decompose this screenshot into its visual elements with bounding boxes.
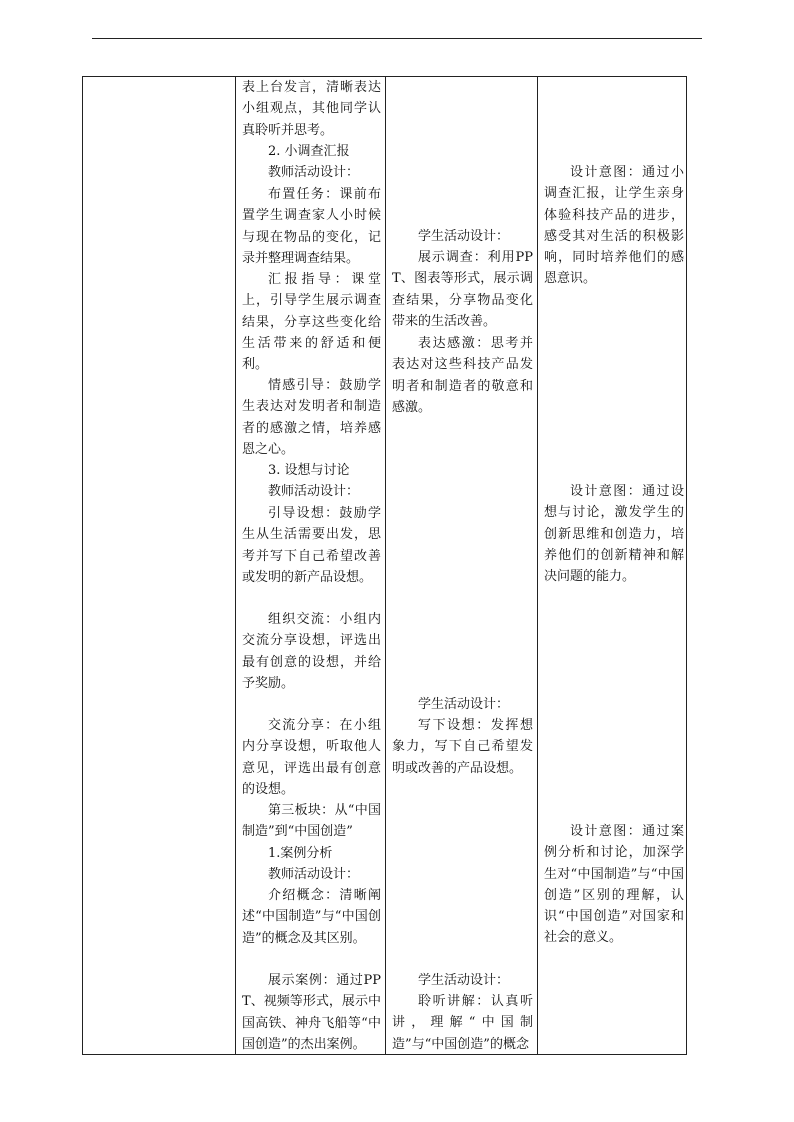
student-paragraph: 聆听讲解：认真听讲，理解“中国制造”与“中国创造”的概念 — [392, 994, 533, 1052]
section-heading: 3. 设想与讨论 — [268, 463, 350, 478]
column-design-intent — [537, 77, 688, 1054]
teacher-paragraph: 汇报指导：课堂上，引导学生展示调查结果，分享这些变化给生活带来的舒适和便利。 — [242, 272, 381, 373]
teacher-activity-label: 教师活动设计： — [268, 867, 360, 882]
design-intent-paragraph: 设计意图：通过设想与讨论，激发学生的创新思维和创造力，培养他们的创新精神和解决问题的能力。 — [544, 484, 684, 585]
teacher-paragraph: 引导设想：鼓励学生从生活需要出发，思考并写下自己希望改善或发明的新产品设想。 — [242, 506, 381, 585]
teacher-paragraph: 表上台发言，清晰表达小组观点，其他同学认真聆听并思考。 — [242, 80, 381, 138]
student-activity-label: 学生活动设计： — [418, 697, 510, 712]
teacher-paragraph: 展示案例：通过PPT、视频等形式，展示中国高铁、神舟飞船等“中国创造”的杰出案例。 — [242, 973, 381, 1052]
teacher-paragraph: 组织交流：小组内交流分享设想，评选出最有创意的设想，并给予奖励。 — [242, 612, 381, 691]
teacher-paragraph: 布置任务：课前布置学生调查家人小时候与现在物品的变化，记录并整理调查结果。 — [242, 187, 381, 266]
section-heading: 1.案例分析 — [268, 846, 333, 861]
column-student-activity — [385, 77, 537, 1054]
design-intent-paragraph: 设计意图：通过案例分析和讨论，加深学生对“中国制造”与“中国创造”区别的理解，认识“中国创造”对国家和社会的意义。 — [544, 824, 684, 946]
teacher-paragraph: 介绍概念：清晰阐述“中国制造”与“中国创造”的概念及其区别。 — [242, 888, 381, 946]
student-paragraph: 表达感激：思考并表达对这些科技产品发明者和制造者的敬意和感激。 — [392, 336, 533, 415]
header-rule — [92, 38, 702, 39]
student-activity-label: 学生活动设计： — [418, 973, 510, 988]
section-heading: 2. 小调查汇报 — [268, 144, 350, 159]
teacher-paragraph: 情感引导：鼓励学生表达对发明者和制造者的感激之情，培养感恩之心。 — [242, 378, 381, 457]
column-teacher-activity — [235, 77, 385, 1054]
teacher-activity-label: 教师活动设计： — [268, 484, 360, 499]
lesson-plan-table — [82, 76, 687, 1055]
student-paragraph: 展示调查：利用PPT、图表等形式，展示调查结果，分享物品变化带来的生活改善。 — [392, 250, 533, 329]
section-heading: 第三板块：从“中国制造”到“中国创造” — [242, 803, 381, 840]
student-activity-label: 学生活动设计： — [418, 229, 510, 244]
design-intent-paragraph: 设计意图：通过小调查汇报，让学生亲身体验科技产品的进步，感受其对生活的积极影响，同时培养他们的感恩意识。 — [544, 165, 684, 287]
teacher-activity-label: 教师活动设计： — [268, 165, 360, 180]
teacher-paragraph: 交流分享：在小组内分享设想，听取他人意见，评选出最有创意的设想。 — [242, 718, 381, 797]
student-paragraph: 写下设想：发挥想象力，写下自己希望发明或改善的产品设想。 — [392, 718, 533, 776]
